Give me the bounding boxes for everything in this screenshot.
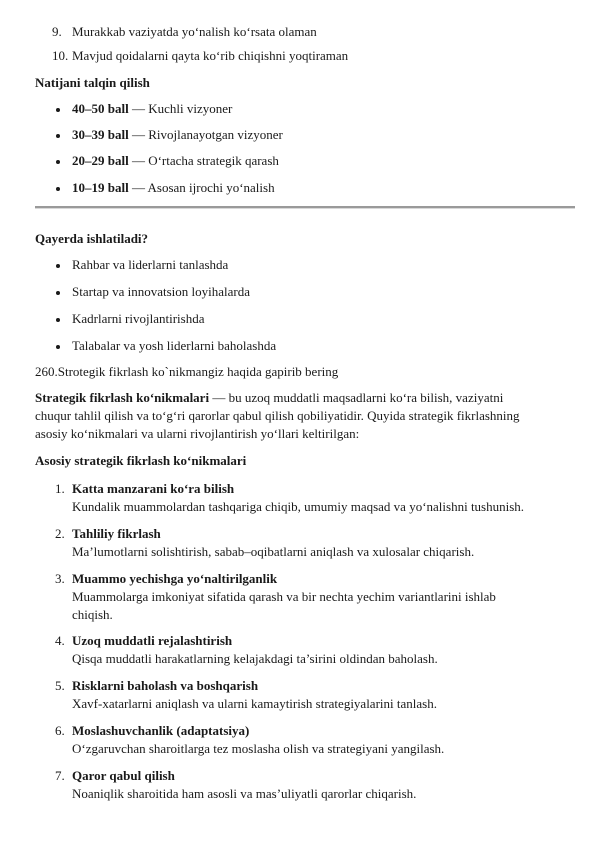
- skill-title: Muammo yechishga yo‘naltirilganlik: [72, 571, 278, 586]
- skills-heading: Asosiy strategik fikrlash ko‘nikmalari: [35, 453, 247, 468]
- score-description: — Kuchli vizyoner: [128, 101, 233, 116]
- score-description: — Asosan ijrochi yo‘nalish: [128, 180, 275, 195]
- skill-title: Risklarni baholash va boshqarish: [72, 678, 259, 693]
- skill-number: 2.: [55, 526, 65, 541]
- skill-number: 1.: [55, 481, 65, 496]
- usage-item: Kadrlarni rivojlantirishda: [72, 311, 205, 326]
- skill-title: Moslashuvchanlik (adaptatsiya): [72, 723, 250, 738]
- skill-description: O‘zgaruvchan sharoitlarga tez moslasha olish va strategiyani yangilash.: [72, 741, 445, 756]
- bullet-icon: [56, 187, 60, 191]
- result-item: [72, 127, 283, 143]
- definition-term: Strategik fikrlash ko‘nikmalari: [35, 390, 210, 405]
- question-text: 260.Strotegik fikrlash ko`nikmangiz haqida gapirib bering: [35, 364, 339, 379]
- bullet-icon: [56, 108, 60, 112]
- bullet-icon: [56, 264, 60, 268]
- bullet-icon: [56, 134, 60, 138]
- result-item: [72, 153, 279, 169]
- usage-item: Rahbar va liderlarni tanlashda: [72, 257, 229, 272]
- score-range: 10–19 ball: [72, 180, 129, 195]
- skill-title: Uzoq muddatli rejalashtirish: [72, 633, 233, 648]
- score-description: — Rivojlanayotgan vizyoner: [128, 127, 283, 142]
- skill-number: 7.: [55, 768, 65, 783]
- skill-description: Ma’lumotlarni solishtirish, sabab–oqibatlarni aniqlash va xulosalar chiqarish.: [72, 544, 475, 559]
- usage-heading: Qayerda ishlatiladi?: [35, 231, 149, 246]
- skill-title: Qaror qabul qilish: [72, 768, 175, 783]
- skill-description: Muammolarga imkoniyat sifatida qarash va bir nechta yechim variantlarini ishlab: [72, 589, 496, 604]
- result-item: [72, 180, 275, 196]
- bullet-icon: [56, 160, 60, 164]
- bullet-icon: [56, 318, 60, 322]
- skill-description: Qisqa muddatli harakatlarning kelajakdagi ta’sirini oldindan baholash.: [72, 651, 438, 666]
- score-range: 20–29 ball: [72, 153, 129, 168]
- skill-title: Katta manzarani ko‘ra bilish: [72, 481, 235, 496]
- usage-item: Startap va innovatsion loyihalarda: [72, 284, 250, 299]
- score-range: 40–50 ball: [72, 101, 129, 116]
- skill-number: 3.: [55, 571, 65, 586]
- definition-line: asosiy ko‘nikmalari va ularni rivojlantirish yo‘llari keltirilgan:: [35, 426, 360, 441]
- skill-description: Xavf-xatarlarni aniqlash va ularni kamaytirish strategiyalarini tanlash.: [72, 696, 437, 711]
- results-heading: Natijani talqin qilish: [35, 75, 150, 90]
- skill-number: 5.: [55, 678, 65, 693]
- skill-title: Tahliliy fikrlash: [72, 526, 161, 541]
- section-divider: [35, 206, 575, 209]
- score-description: — O‘rtacha strategik qarash: [128, 153, 279, 168]
- definition-line: chuqur tahlil qilish va to‘g‘ri qarorlar qabul qilish qobiliyatidir. Quyida strategik fikrlashning: [35, 408, 520, 423]
- list-number: 9.: [52, 24, 62, 39]
- skill-description: Kundalik muammolardan tashqariga chiqib, umumiy maqsad va yo‘nalishni tushunish.: [72, 499, 525, 514]
- list-item-text: Mavjud qoidalarni qayta ko‘rib chiqishni yoqtiraman: [72, 48, 349, 63]
- definition-line: Strategik fikrlash ko‘nikmalari — bu uzoq muddatli maqsadlarni ko‘ra bilish, vaziyatni: [35, 390, 504, 405]
- bullet-icon: [56, 291, 60, 295]
- usage-item: Talabalar va yosh liderlarni baholashda: [72, 338, 277, 353]
- skill-number: 4.: [55, 633, 65, 648]
- list-number: 10.: [52, 48, 69, 63]
- list-item-text: Murakkab vaziyatda yo‘nalish ko‘rsata olaman: [72, 24, 317, 39]
- bullet-icon: [56, 345, 60, 349]
- score-range: 30–39 ball: [72, 127, 129, 142]
- result-item: [72, 101, 232, 117]
- skill-description: chiqish.: [72, 607, 113, 622]
- skill-description: Noaniqlik sharoitida ham asosli va mas’uliyatli qarorlar chiqarish.: [72, 786, 417, 801]
- skill-number: 6.: [55, 723, 65, 738]
